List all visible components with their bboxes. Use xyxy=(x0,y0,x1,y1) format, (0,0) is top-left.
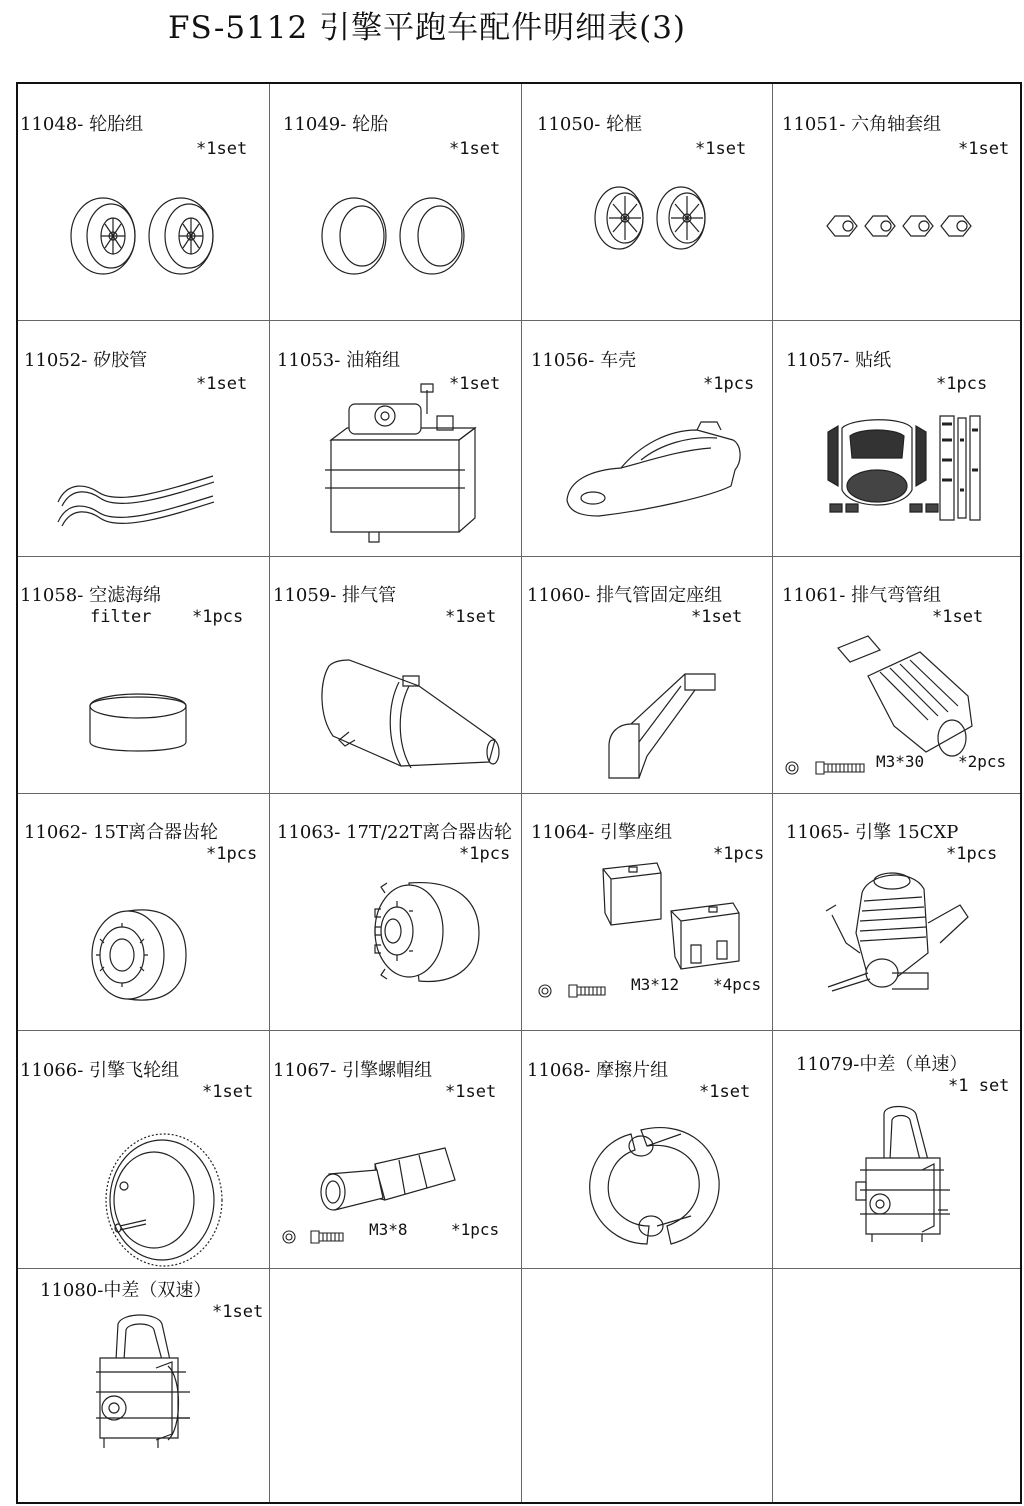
part-qty: *1set xyxy=(449,139,501,159)
part-label: 11052- 矽胶管 xyxy=(24,350,148,371)
part-cell xyxy=(772,84,1024,320)
engine-icon xyxy=(772,793,1024,1030)
empty-cell xyxy=(521,1268,772,1504)
part-qty: *1set xyxy=(449,374,501,394)
part-qty: *1set xyxy=(932,607,984,627)
part-label: 11067- 引擎螺帽组 xyxy=(273,1060,433,1081)
part-cell xyxy=(521,793,772,1030)
part-qty: *1pcs xyxy=(703,374,755,394)
part-qty: *1pcs xyxy=(459,844,511,864)
part-qty: *1set xyxy=(691,607,743,627)
part-cell xyxy=(772,320,1024,556)
part-label: 11050- 轮框 xyxy=(537,114,643,135)
part-qty: *1pcs xyxy=(936,374,988,394)
part-label: 11053- 油箱组 xyxy=(277,350,401,371)
part-qty: *1pcs xyxy=(206,844,258,864)
part-qty: *1pcs xyxy=(946,844,998,864)
exhaust-pipe-icon xyxy=(269,556,521,793)
silicone-tube-icon xyxy=(18,320,269,556)
part-label: 11065- 引擎 15CXP xyxy=(786,822,959,843)
part-label: 11068- 摩擦片组 xyxy=(527,1060,669,1081)
part-qty: *1set xyxy=(212,1302,264,1322)
part-label: 11058- 空滤海绵 xyxy=(20,585,162,606)
part-qty: *1pcs xyxy=(192,607,244,627)
part-cell xyxy=(18,1030,269,1268)
part-cell xyxy=(269,793,521,1030)
part-cell xyxy=(772,1030,1024,1268)
parts-table xyxy=(16,82,1022,1504)
part-label: 11079-中差（单速） xyxy=(796,1054,968,1075)
part-cell xyxy=(269,84,521,320)
part-cell xyxy=(521,556,772,793)
part-cell xyxy=(521,320,772,556)
clutch-shoe-icon xyxy=(521,1030,772,1268)
part-cell xyxy=(269,320,521,556)
rim-icon xyxy=(521,84,772,320)
part-cell xyxy=(269,1030,521,1268)
clutch-bell-2speed-icon xyxy=(269,793,521,1030)
part-cell xyxy=(521,1030,772,1268)
part-label: 11060- 排气管固定座组 xyxy=(527,585,723,606)
screw-qty: *2pcs xyxy=(958,752,1007,771)
part-cell xyxy=(18,320,269,556)
part-label: 11059- 排气管 xyxy=(273,585,397,606)
clutch-bell-15t-icon xyxy=(18,793,269,1030)
part-label: 11064- 引擎座组 xyxy=(531,822,673,843)
fuel-tank-icon xyxy=(269,320,521,556)
part-cell xyxy=(269,556,521,793)
screw-spec: M3*12 xyxy=(631,975,680,994)
empty-cell xyxy=(772,1268,1024,1504)
tire-set-icon xyxy=(18,84,269,320)
part-cell xyxy=(521,84,772,320)
screw-qty: *1pcs xyxy=(451,1220,500,1239)
exhaust-mount-icon xyxy=(521,556,772,793)
hex-hub-icon xyxy=(772,84,1024,320)
part-qty: *1 set xyxy=(948,1076,1010,1096)
part-qty: *1set xyxy=(196,139,248,159)
sticker-sheet-icon xyxy=(772,320,1024,556)
center-diff-single-icon xyxy=(772,1030,1024,1268)
screw-qty: *4pcs xyxy=(713,975,762,994)
part-cell xyxy=(18,793,269,1030)
part-label: 11061- 排气弯管组 xyxy=(782,585,942,606)
part-label: 11063- 17T/22T离合器齿轮 xyxy=(277,822,512,843)
part-cell xyxy=(18,84,269,320)
car-body-icon xyxy=(521,320,772,556)
part-label: 11048- 轮胎组 xyxy=(20,114,144,135)
part-cell xyxy=(772,793,1024,1030)
part-label: 11066- 引擎飞轮组 xyxy=(20,1060,180,1081)
screw-icon xyxy=(521,793,772,1030)
part-cell xyxy=(18,556,269,793)
part-label: 11080-中差（双速） xyxy=(40,1280,212,1301)
flywheel-icon xyxy=(18,1030,269,1268)
foam-filter-icon xyxy=(18,556,269,793)
empty-cell xyxy=(269,1268,521,1504)
part-qty: *1set xyxy=(445,607,497,627)
part-qty: *1set xyxy=(699,1082,751,1102)
part-qty: *1set xyxy=(202,1082,254,1102)
part-qty: *1set xyxy=(695,139,747,159)
part-label: 11062- 15T离合器齿轮 xyxy=(24,822,218,843)
part-subtitle: filter xyxy=(90,607,152,627)
screw-spec: M3*30 xyxy=(876,752,925,771)
part-qty: *1set xyxy=(196,374,248,394)
part-qty: *1pcs xyxy=(713,844,765,864)
page-title: FS-5112 引擎平跑车配件明细表(3) xyxy=(168,10,687,46)
part-label: 11057- 贴纸 xyxy=(786,350,892,371)
tire-icon xyxy=(269,84,521,320)
part-cell xyxy=(18,1268,269,1504)
part-label: 11056- 车壳 xyxy=(531,350,637,371)
part-label: 11049- 轮胎 xyxy=(283,114,389,135)
center-diff-two-speed-icon xyxy=(18,1268,269,1504)
part-qty: *1set xyxy=(445,1082,497,1102)
part-qty: *1set xyxy=(958,139,1010,159)
screw-spec: M3*8 xyxy=(369,1220,408,1239)
part-label: 11051- 六角轴套组 xyxy=(782,114,942,135)
part-cell xyxy=(772,556,1024,793)
